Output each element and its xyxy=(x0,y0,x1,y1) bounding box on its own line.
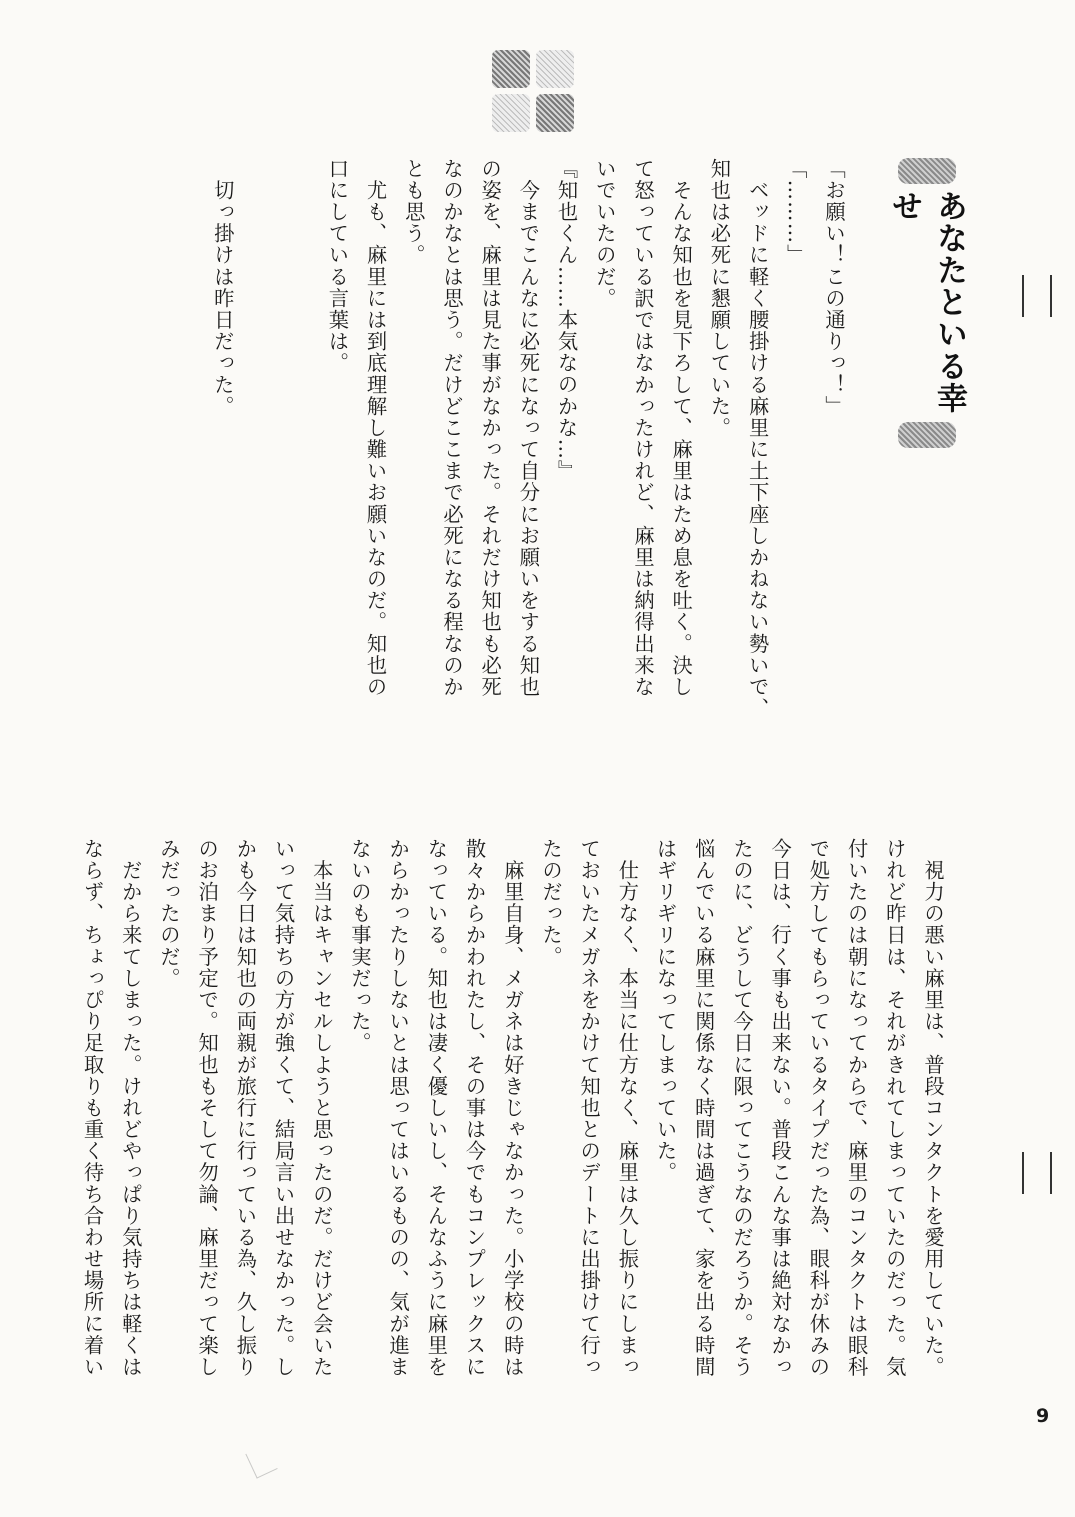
ornament-square-light xyxy=(536,50,574,88)
text-line: のお泊まり予定で。知也もそして勿論、麻里だって楽し xyxy=(195,838,220,1378)
text-line: の姿を、麻里は見た事がなかった。それだけ知也も必死 xyxy=(478,158,503,698)
text-line: からかったりしないとは思ってはいるものの、気が進ま xyxy=(386,838,411,1378)
text-line: だから来てしまった。けれどやっぱり気持ちは軽くは xyxy=(118,838,143,1378)
text-line: たのだった。 xyxy=(538,838,563,968)
text-line: いって気持ちの方が強くて、結局言い出せなかった。し xyxy=(271,838,296,1378)
text-line: なのかなとは思う。だけどここまで必死になる程なのか xyxy=(439,158,464,698)
text-line xyxy=(280,158,318,678)
text-line: で処方してもらっているタイプだった為、眼科が休みの xyxy=(806,838,831,1378)
chapter-title: あなたといる幸せ xyxy=(886,190,967,415)
text-line: 散々からかわれたし、その事は今でもコンプレックスに xyxy=(462,838,487,1378)
text-line: 仕方なく、本当に仕方なく、麻里は久し振りにしまっ xyxy=(615,838,640,1378)
text-line: ならず、ちょっぴり足取りも重く待ち合わせ場所に着い xyxy=(80,838,105,1378)
text-line: 麻里自身、メガネは好きじゃなかった。小学校の時は xyxy=(500,838,525,1378)
text-line: 尤も、麻里には到底理解し難いお願いなのだ。知也の xyxy=(363,158,388,698)
text-line: けれど昨日は、それがきれてしまっていたのだった。気 xyxy=(882,838,907,1378)
text-line: そんな知也を見下ろして、麻里はため息を吐く。決し xyxy=(669,158,694,698)
text-line: 「お願い！この通りっ！」 xyxy=(822,158,846,418)
text-line: 今日は、行く事も出来ない。普段こんな事は絶対なかっ xyxy=(768,838,793,1378)
title-ornament-bottom xyxy=(898,422,956,448)
body-text-lower xyxy=(73,838,952,1508)
text-line: ておいたメガネをかけて知也とのデートに出掛けて行っ xyxy=(577,838,602,1378)
corner-ornament xyxy=(492,50,576,132)
text-line: 知也は必死に懇願していた。 xyxy=(707,158,732,439)
margin-mark-lower xyxy=(1022,1152,1052,1194)
text-line: ないのも事実だった。 xyxy=(347,838,372,1054)
body-text-upper xyxy=(204,158,853,720)
text-line: 本当はキャンセルしようと思ったのだ。だけど会いた xyxy=(309,838,334,1378)
text-line: 口にしている言葉は。 xyxy=(325,158,350,374)
chapter-title-block xyxy=(886,158,967,448)
text-line: みだったのだ。 xyxy=(156,838,181,990)
ornament-square-dark xyxy=(536,94,574,132)
ornament-square-dark xyxy=(492,50,530,88)
text-line: て怒っている訳ではなかったけれど、麻里は納得出来な xyxy=(630,158,655,698)
text-line: ベッドに軽く腰掛ける麻里に土下座しかねない勢いで、 xyxy=(745,158,770,720)
page-number: 9 xyxy=(1036,1405,1050,1427)
text-line: 切っ掛けは昨日だった。 xyxy=(210,158,235,418)
text-line: なっている。知也は凄く優しいし、そんなふうに麻里を xyxy=(424,838,449,1378)
text-line: いでいたのだ。 xyxy=(592,158,617,310)
text-line: 「………」 xyxy=(783,158,808,266)
text-line: 付いたのは朝になってからで、麻里のコンタクトは眼科 xyxy=(844,838,869,1378)
text-line: とも思う。 xyxy=(401,158,426,266)
text-line: かも今日は知也の両親が旅行に行っている為、久し振り xyxy=(233,838,258,1378)
text-line: 今までこんなに必死になって自分にお願いをする知也 xyxy=(516,158,541,698)
text-line: はギリギリになってしまっていた。 xyxy=(653,838,678,1184)
text-line: 『知也くん……本気なのかな…』 xyxy=(554,158,579,482)
text-line: 視力の悪い麻里は、普段コンタクトを愛用していた。 xyxy=(921,838,945,1378)
text-line: たのに、どうして今日に限ってこうなのだろうか。そう xyxy=(729,838,754,1378)
text-line xyxy=(242,158,280,678)
text-line: 悩んでいる麻里に関係なく時間は過ぎて、家を出る時間 xyxy=(691,838,716,1378)
margin-mark-upper xyxy=(1022,275,1052,317)
ornament-square-light xyxy=(492,94,530,132)
title-ornament-top xyxy=(898,158,956,184)
